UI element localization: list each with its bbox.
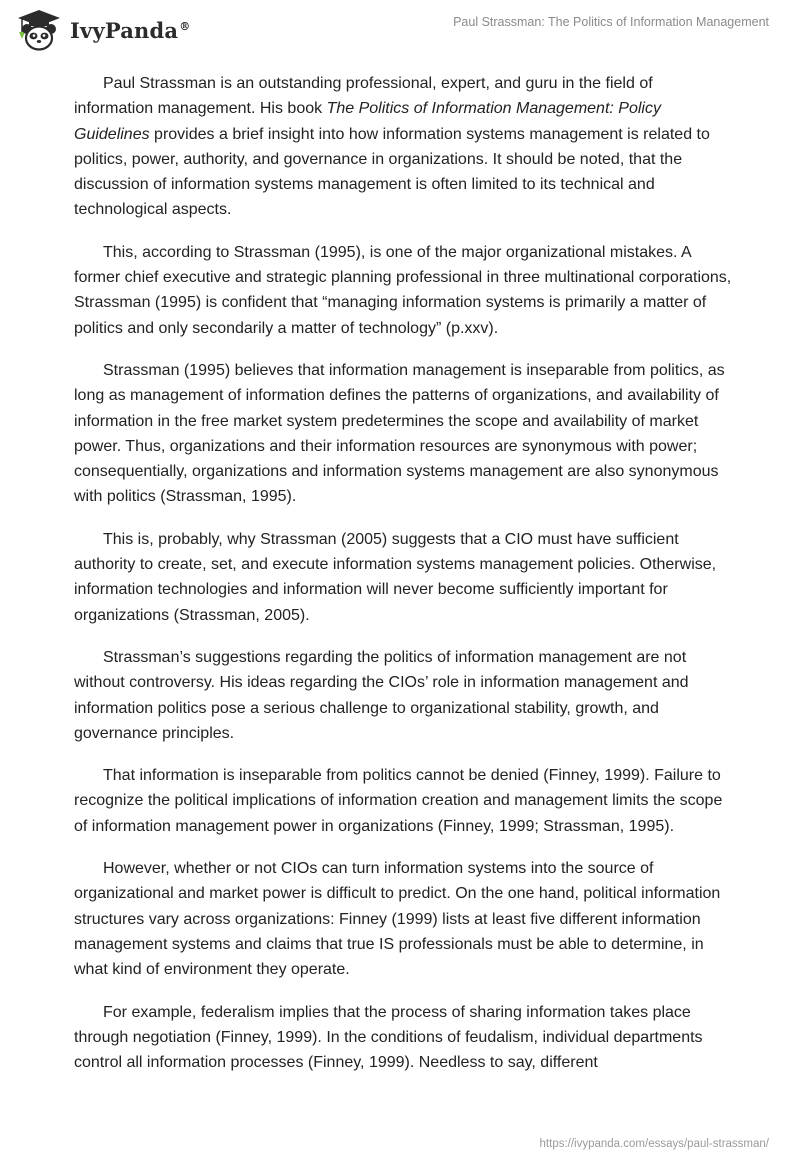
paragraph-4: This is, probably, why Strassman (2005) suggests that a CIO must have sufficient authority to create, set, and execute information systems management policies. Otherwise, information technologies and information will never become sufficiently important for organizations (Strassman, 2005).	[74, 530, 717, 624]
book-title: The Politics of Information Management: Policy Guidelines	[74, 100, 661, 143]
paragraph-8: For example, federalism implies that the process of sharing information takes place through negotiation (Finney, 1999). In the conditions of feudalism, individual departments control all information processes (Finney, 1999). Needless to say, different	[74, 1003, 703, 1072]
source-url[interactable]: https://ivypanda.com/essays/paul-strassman/	[539, 1138, 769, 1150]
paragraph-1: Paul Strassman is an outstanding professional, expert, and guru in the field of information management. His book The Politics of Information Management: Policy Guidelines provides a brief insight into how information systems management is related to politics, power, authority, and governance in organizations. It should be noted, that the discussion of information systems management is often limited to its technical and technological aspects.	[74, 75, 710, 219]
ivypanda-logo[interactable]	[14, 8, 190, 52]
essay-body	[74, 71, 734, 1092]
logo-wordmark: IvyPanda®	[70, 17, 191, 43]
panda-graduate-icon	[14, 8, 64, 52]
paragraph-3: Strassman (1995) believes that information management is inseparable from politics, as long as management of information defines the patterns of organizations, and availability of information in the free market system predetermines the scope and availability of market power. Thus, organizations and their information resources are synonymous with power; consequentially, organizations and information systems management are also synonymous with politics (Strassman, 1995).	[74, 361, 725, 506]
registered-mark: ®	[179, 19, 191, 33]
paragraph-7: However, whether or not CIOs can turn information systems into the source of organizational and market power is difficult to predict. On the one hand, political information structures vary across organizations: Finney (1999) lists at least five different information management systems and claims that true IS professionals must be able to determine, in what kind of environment they operate.	[74, 860, 721, 979]
paragraph-2: This, according to Strassman (1995), is one of the major organizational mistakes. A former chief executive and strategic planning professional in three multinational corporations, Strassman (1995) is confident that “managing information systems is primarily a matter of politics and only secondarily a matter of technology” (p.xxv).	[74, 243, 732, 337]
paragraph-5: Strassman’s suggestions regarding the politics of information management are not without controversy. His ideas regarding the CIOs’ role in information management and information politics pose a serious challenge to organizational stability, growth, and governance principles.	[74, 648, 689, 742]
paragraph-6: That information is inseparable from politics cannot be denied (Finney, 1999). Failure to recognize the political implications of information creation and management limits the scope of information management power in organizations (Finney, 1999; Strassman, 1995).	[74, 767, 723, 835]
document-title: Paul Strassman: The Politics of Information Management	[453, 15, 769, 29]
page-header	[0, 0, 800, 60]
